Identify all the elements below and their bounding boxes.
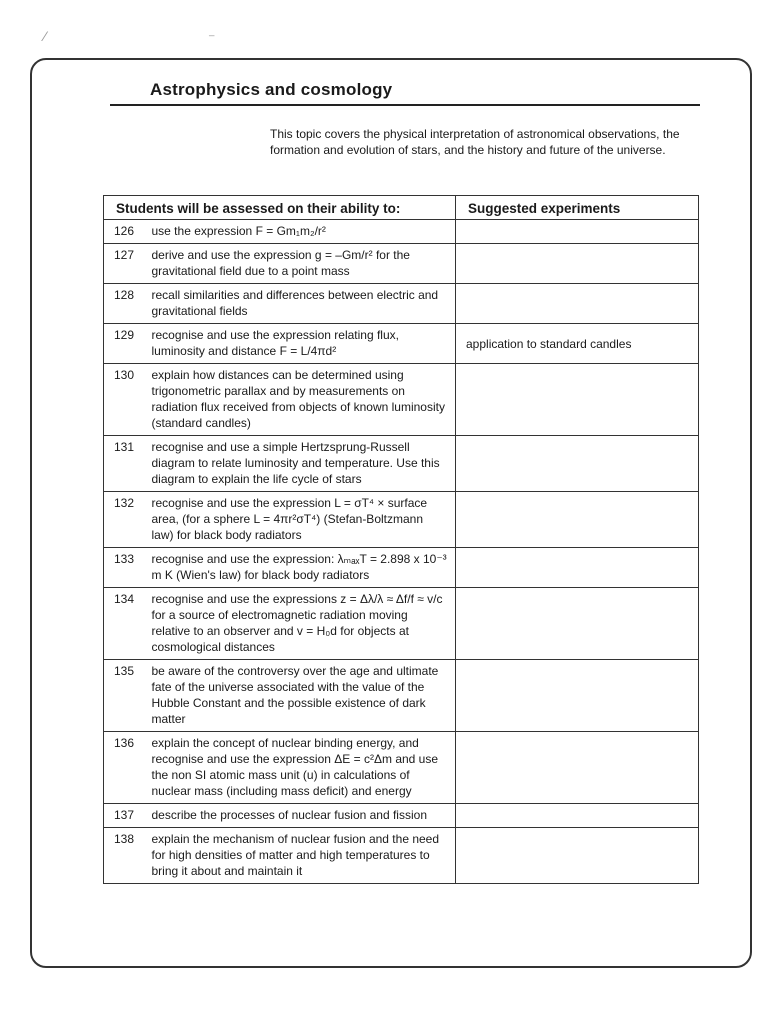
intro-paragraph: This topic covers the physical interpretation of astronomical observations, the formation and evolution of stars, and the history and future of the universe. [270,127,680,157]
row-number: 127 [104,244,148,284]
row-objective: recognise and use the expression relating flux, luminosity and distance F = L/4πd² [148,324,456,364]
row-objective: derive and use the expression g = –Gm/r² for the gravitational field due to a point mass [148,244,456,284]
row-experiment [456,828,699,884]
row-experiment [456,732,699,804]
page-title: Astrophysics and cosmology [150,80,393,99]
row-experiment [456,244,699,284]
row-experiment [456,436,699,492]
table-row [104,492,699,548]
row-objective: explain how distances can be determined using trigonometric parallax and by measurements on radiation flux received from objects of known luminosity (standard candles) [148,364,456,436]
table-row [104,588,699,660]
row-experiment [456,804,699,828]
table-row [104,804,699,828]
row-number: 129 [104,324,148,364]
row-number: 133 [104,548,148,588]
row-objective: describe the processes of nuclear fusion and fission [148,804,456,828]
row-experiment [456,660,699,732]
row-objective: recognise and use the expression: λₘₐₓT = 2.898 x 10⁻³ m K (Wien's law) for black body radiators [148,548,456,588]
syllabus-table [103,195,699,884]
row-objective: recognise and use the expressions z = Δλ/λ ≈ Δf/f ≈ v/c for a source of electromagnetic radiation moving relative to an observer and v = H₀d for objects at cosmological distances [148,588,456,660]
row-number: 131 [104,436,148,492]
row-number: 134 [104,588,148,660]
row-objective: recall similarities and differences between electric and gravitational fields [148,284,456,324]
row-experiment [456,364,699,436]
pen-mark: ⁻ [208,30,216,46]
row-objective: explain the concept of nuclear binding energy, and recognise and use the expression ΔE = c²Δm and use the non SI atomic mass unit (u) in calculations of nuclear mass (including mass deficit) and energy [148,732,456,804]
row-number: 136 [104,732,148,804]
row-number: 137 [104,804,148,828]
row-number: 126 [104,220,148,244]
row-objective: explain the mechanism of nuclear fusion and the need for high densities of matter and high temperatures to bring it about and maintain it [148,828,456,884]
row-experiment [456,492,699,548]
row-experiment [456,284,699,324]
table-row [104,732,699,804]
row-number: 130 [104,364,148,436]
row-experiment [456,220,699,244]
row-objective: use the expression F = Gm₁m₂/r² [148,220,456,244]
table-row [104,364,699,436]
row-number: 135 [104,660,148,732]
row-experiment: application to standard candles [456,324,699,364]
table-row [104,828,699,884]
row-number: 138 [104,828,148,884]
row-objective: recognise and use the expression L = σT⁴ × surface area, (for a sphere L = 4πr²σT⁴) (Stefan-Boltzmann law) for black body radiators [148,492,456,548]
row-experiment [456,548,699,588]
row-objective: recognise and use a simple Hertzsprung-Russell diagram to relate luminosity and temperature. Use this diagram to explain the life cycle of stars [148,436,456,492]
title-underline [110,104,700,106]
pen-mark: ⁄ [44,28,47,44]
table-row [104,220,699,244]
header-assessed: Students will be assessed on their ability to: [104,196,456,220]
table-row [104,324,699,364]
table-row [104,660,699,732]
table-row [104,436,699,492]
table-row [104,284,699,324]
row-number: 128 [104,284,148,324]
row-experiment [456,588,699,660]
row-objective: be aware of the controversy over the age and ultimate fate of the universe associated with the value of the Hubble Constant and the possible existence of dark matter [148,660,456,732]
table-row [104,548,699,588]
table-row [104,244,699,284]
header-experiments: Suggested experiments [456,196,699,220]
table-header-row [104,196,699,220]
row-number: 132 [104,492,148,548]
